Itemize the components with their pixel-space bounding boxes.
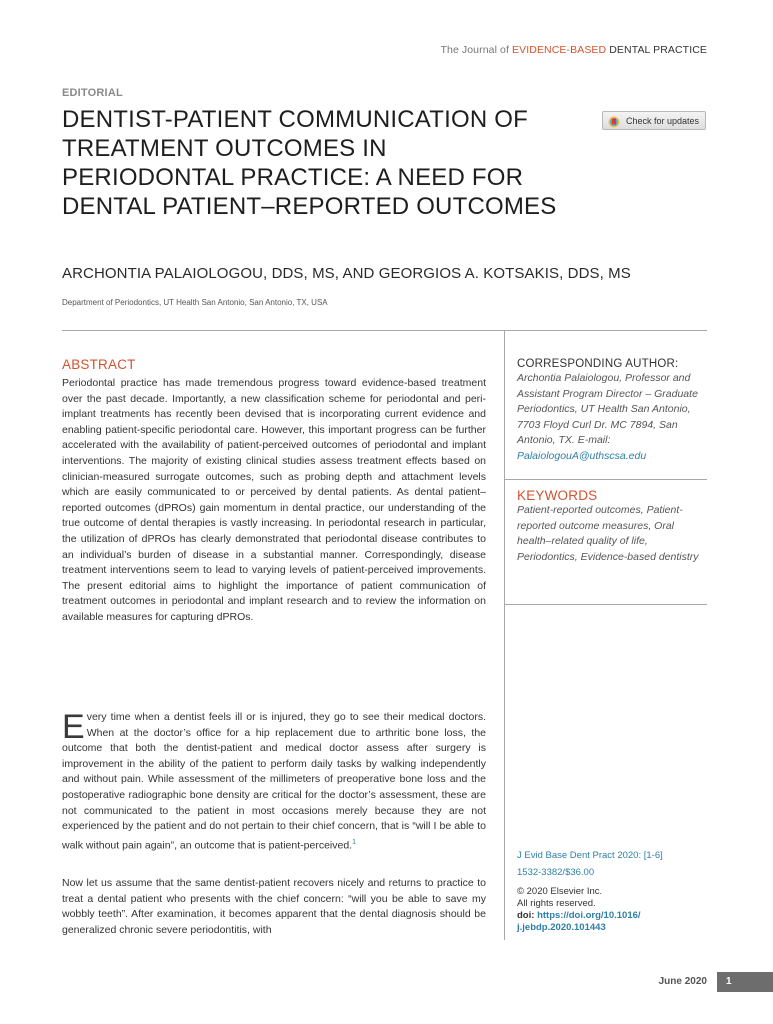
keywords-text: Patient-reported outcomes, Patient-reported outcome measures, Oral health–related quality of life, Periodontics, Evidence-based dentistry (517, 504, 699, 563)
keywords (517, 488, 705, 565)
email-label: E-mail: (577, 434, 611, 446)
doi-line-2 (517, 922, 641, 934)
page-number: 1 (717, 972, 773, 992)
journal-suffix: DENTAL PRACTICE (606, 44, 707, 56)
bookmark-badge-icon (608, 115, 620, 127)
copyright: © 2020 Elsevier Inc. (517, 886, 603, 897)
abstract-text: Periodontal practice has made tremendous progress toward evidence-based treatment over the past decade. Importantly, a new classification scheme for periodontal and peri-implant treatments has recently been devised that is incorporating current evidence and enabling patient-specific periodontal care. However, this important progress can be further accelerated with the availability of patient-perceived outcomes of periodontal and implant interventions. The majority of existing clinical studies assess treatment effects based on clinician-measured surrogate outcomes, such as probing depth and attachment levels which are easily communicated to or perceived by dental patients. As dental patient–reported outcomes (dPROs) gain momentum in dental practice, our understanding of the true outcome of dental therapies is vastly increasing. In periodontal research in particular, the utilization of dPROs has clearly demonstrated that periodontal disease contributes to an individual’s burden of disease in a substantial manner. Correspondingly, disease treatment interventions seem to lead to varying levels of patient-perceived improvements. The present editorial aims to highlight the importance of patient communication of treatment outcomes in periodontal and implant research and to review the information on available measures for capturing dPROs. (62, 377, 486, 623)
title-line: TREATMENT OUTCOMES IN (62, 135, 387, 162)
title-line: PERIODONTAL PRACTICE: A NEED FOR (62, 164, 524, 191)
section-label: EDITORIAL (62, 87, 123, 99)
citation: J Evid Base Dent Pract 2020: [1-6] (517, 850, 663, 861)
column-divider (504, 330, 505, 940)
abstract-heading: ABSTRACT (62, 357, 136, 372)
sidebar-divider (504, 479, 707, 480)
body-paragraph-2: Now let us assume that the same dentist-patient recovers nicely and returns to practice to treat a dental patient who presents with the chief concern: “will you be able to save my wobbly teeth”. After examination, it becomes apparent that the dental diagnosis should be generalized chronic severe periodontitis, with (62, 877, 486, 936)
body-paragraph-1 (62, 710, 486, 854)
article-title (62, 105, 592, 221)
journal-prefix: The Journal of (440, 44, 513, 56)
journal-accent: EVIDENCE-BASED (512, 44, 607, 56)
authors: ARCHONTIA PALAIOLOGOU, DDS, MS, AND GEORGIOS A. KOTSAKIS, DDS, MS (62, 265, 631, 282)
copyright-block (517, 886, 641, 934)
corresponding-details: Archontia Palaiologou, Professor and Assistant Program Director – Graduate Periodontics, UT Health San Antonio, 7703 Floyd Curl Dr. MC 7894, San Antonio, TX. (517, 372, 698, 446)
check-for-updates-button[interactable] (602, 111, 706, 130)
paragraph-text: very time when a dentist feels ill or is injured, they go to see their medical doctors. When at the doctor’s office for a hip replacement due to arthritic bone loss, the outcome that both the dentist-patient and medical doctor assess after surgery is improvement in the ability of the patient to perform daily tasks by walking independently and without pain. While assessment of the millimeters of preoperative bone loss and the postoperative radiographic bone density are critical for the doctor’s assessment, these are not communicated to the patient in most occasions merely because they are not experienced by the patient and do not pertain to their chief concern, that is “will I be able to walk without pain again”, an outcome that is patient-perceived. (62, 711, 486, 852)
journal-header (440, 44, 707, 56)
header-divider (62, 330, 707, 331)
doi-label: doi: (517, 910, 538, 921)
reference-link[interactable]: 1 (352, 838, 356, 846)
corresponding-text (517, 371, 712, 464)
doi-link[interactable]: https://doi.org/10.1016/ (537, 910, 641, 921)
drop-cap: E (62, 708, 85, 746)
doi-link-cont[interactable]: j.jebdp.2020.101443 (517, 922, 606, 933)
corresponding-author (517, 358, 712, 464)
affiliation: Department of Periodontics, UT Health San Antonio, San Antonio, TX, USA (62, 298, 328, 307)
rights: All rights reserved. (517, 898, 596, 909)
email-link[interactable]: PalaiologouA@uthscsa.edu (517, 449, 647, 462)
issn-price: 1532-3382/$36.00 (517, 867, 595, 878)
sidebar-divider (504, 604, 707, 605)
title-line: DENTIST-PATIENT COMMUNICATION OF (62, 106, 528, 133)
doi-line-1 (517, 910, 641, 922)
title-line: DENTAL PATIENT–REPORTED OUTCOMES (62, 193, 557, 220)
check-for-updates-label: Check for updates (626, 115, 700, 126)
keywords-heading: KEYWORDS (517, 488, 598, 503)
corresponding-heading: CORRESPONDING AUTHOR: (517, 358, 679, 370)
issue-date: June 2020 (658, 976, 707, 987)
